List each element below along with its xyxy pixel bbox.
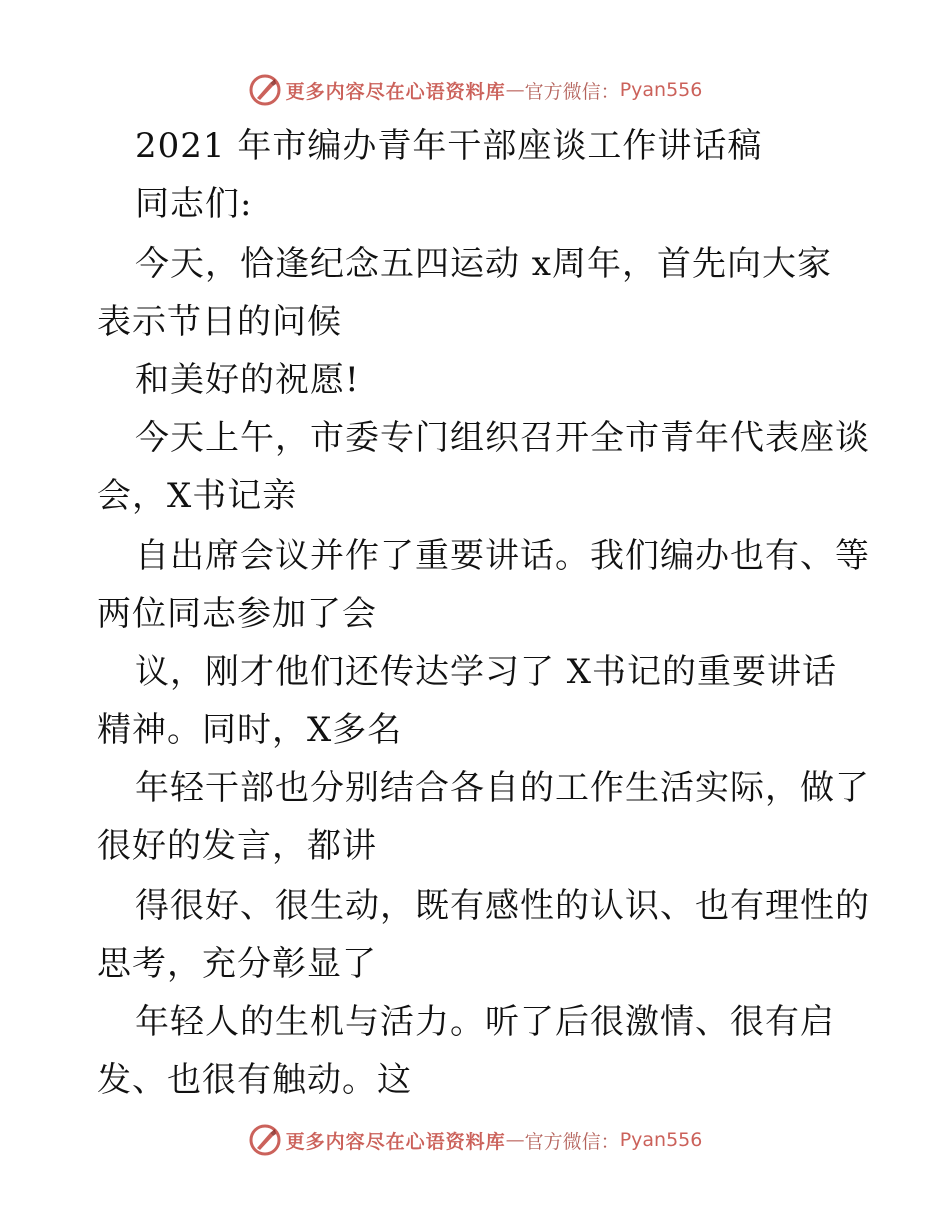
paragraph-line: 议，刚才他们还传达学习了 X书记的重要讲话 <box>135 652 838 692</box>
document-title: 2021 年市编办青年干部座谈工作讲话稿 <box>135 126 763 166</box>
paragraph-line: 很好的发言，都讲 <box>97 826 377 866</box>
paragraph-line: 思考，充分彰显了 <box>97 944 377 984</box>
paragraph-line: 今天，恰逢纪念五四运动 x周年，首先向大家 <box>135 244 832 284</box>
quill-pen-circle-icon <box>248 1123 282 1157</box>
paragraph-line: 会，X书记亲 <box>97 476 298 516</box>
paragraph-line: 年轻人的生机与活力。听了后很激情、很有启 <box>135 1002 835 1042</box>
watermark-banner-bottom <box>0 1120 950 1160</box>
paragraph-line: 年轻干部也分别结合各自的工作生活实际，做了 <box>135 768 870 808</box>
watermark-wechat-id: Pyan556 <box>619 1129 703 1151</box>
watermark-separator: — <box>505 79 525 101</box>
salutation: 同志们: <box>135 184 253 224</box>
paragraph-line: 表示节日的问候 <box>97 302 342 342</box>
paragraph-line: 今天上午，市委专门组织召开全市青年代表座谈 <box>135 418 870 458</box>
watermark-official-label: 官方微信： <box>524 80 620 103</box>
paragraph-line: 和美好的祝愿! <box>135 360 360 400</box>
watermark-wechat-id: Pyan556 <box>619 79 703 101</box>
paragraph-line: 精神。同时，X多名 <box>97 710 403 750</box>
watermark-brand: 更多内容尽在心语资料库 <box>285 80 506 103</box>
paragraph-line: 两位同志参加了会 <box>97 594 377 634</box>
paragraph-line: 自出席会议并作了重要讲话。我们编办也有、等 <box>135 536 870 576</box>
paragraph-line: 得很好、很生动，既有感性的认识、也有理性的 <box>135 886 870 926</box>
paragraph-line: 发、也很有触动。这 <box>97 1060 412 1100</box>
watermark-banner-top <box>0 70 950 110</box>
watermark-official-label: 官方微信： <box>524 1130 620 1153</box>
watermark-brand: 更多内容尽在心语资料库 <box>285 1130 506 1153</box>
watermark-separator: — <box>505 1129 525 1151</box>
quill-pen-circle-icon <box>248 73 282 107</box>
